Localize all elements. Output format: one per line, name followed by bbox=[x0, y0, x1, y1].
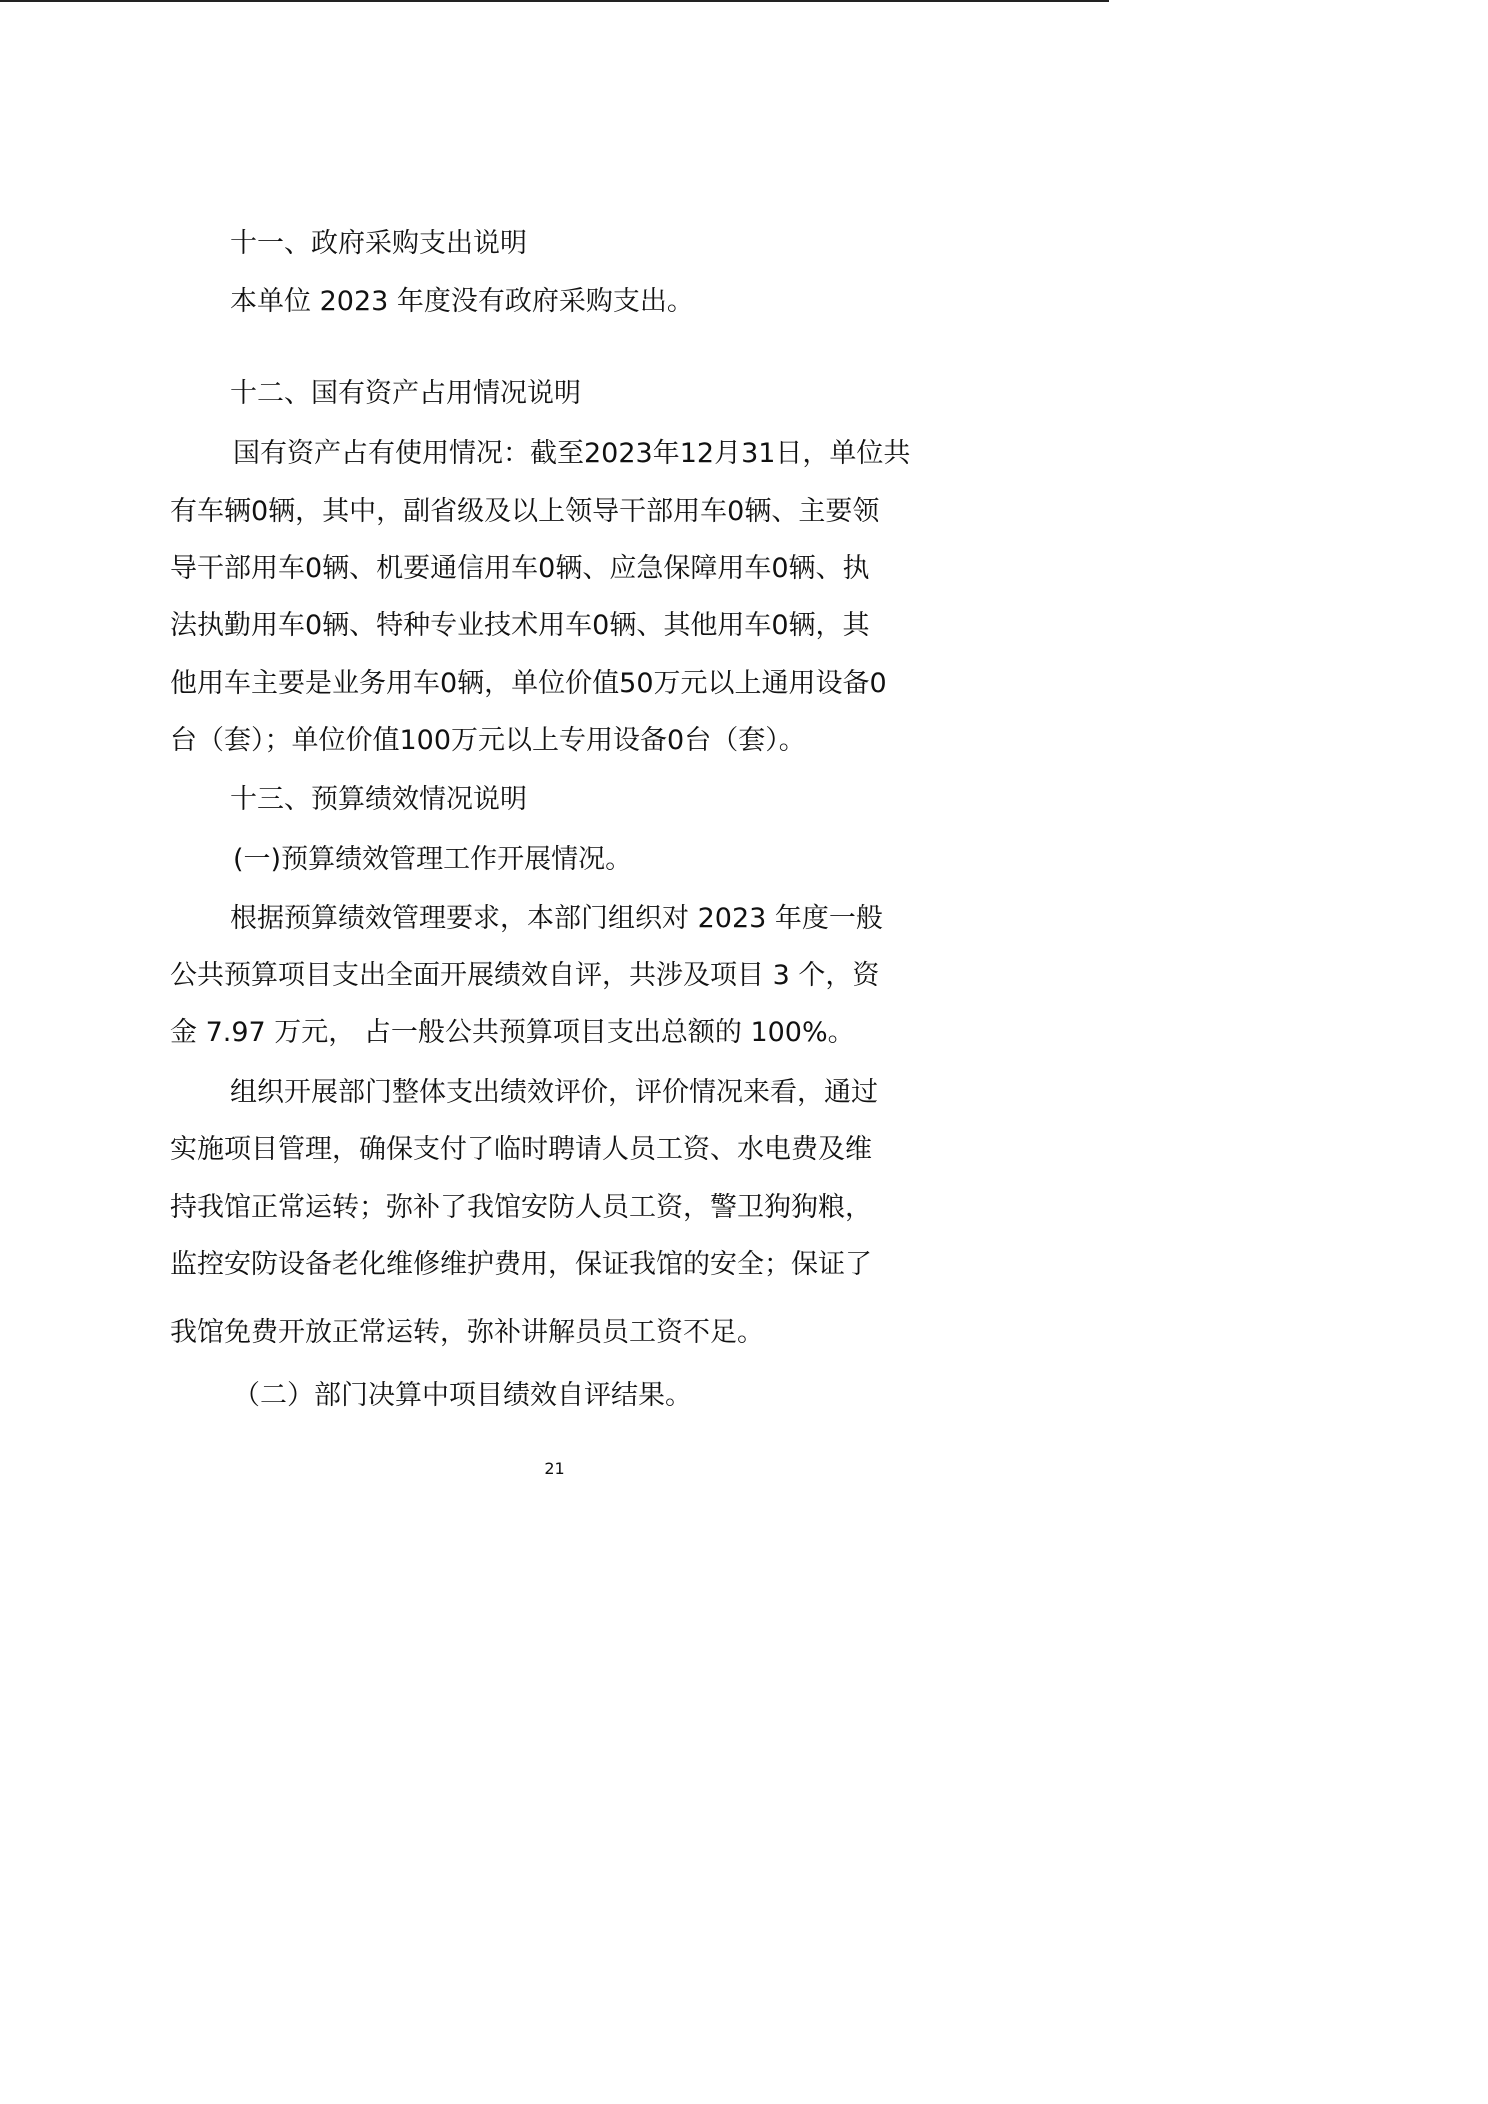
assets-paragraph-line-4: 法执勤用车0辆、特种专业技术用车0辆、其他用车0辆，其 bbox=[170, 610, 870, 641]
overall-evaluation-line-3: 持我馆正常运转；弥补了我馆安防人员工资，警卫狗狗粮， bbox=[170, 1192, 872, 1223]
overall-evaluation-line-5: 我馆免费开放正常运转，弥补讲解员员工资不足。 bbox=[170, 1317, 764, 1348]
assets-paragraph-line-2: 有车辆0辆，其中，副省级及以上领导干部用车0辆、主要领 bbox=[170, 496, 880, 527]
overall-evaluation-line-1: 组织开展部门整体支出绩效评价，评价情况来看，通过 bbox=[230, 1077, 878, 1108]
assets-paragraph-line-1: 国有资产占有使用情况：截至2023年12月31日，单位共 bbox=[233, 438, 911, 469]
overall-evaluation-line-2: 实施项目管理，确保支付了临时聘请人员工资、水电费及维 bbox=[170, 1134, 872, 1165]
subsection-2-heading: （二）部门决算中项目绩效自评结果。 bbox=[233, 1380, 692, 1411]
assets-paragraph-line-3: 导干部用车0辆、机要通信用车0辆、应急保障用车0辆、执 bbox=[170, 553, 870, 584]
overall-evaluation-line-4: 监控安防设备老化维修维护费用，保证我馆的安全；保证了 bbox=[170, 1249, 872, 1280]
section-13-heading: 十三、预算绩效情况说明 bbox=[230, 784, 527, 815]
section-12-heading: 十二、国有资产占用情况说明 bbox=[230, 378, 581, 409]
assets-paragraph-line-6: 台（套）；单位价值100万元以上专用设备0台（套）。 bbox=[170, 725, 806, 756]
assets-paragraph-line-5: 他用车主要是业务用车0辆，单位价值50万元以上通用设备0 bbox=[170, 668, 887, 699]
procurement-statement: 本单位 2023 年度没有政府采购支出。 bbox=[230, 286, 694, 317]
evaluation-paragraph-line-3: 金 7.97 万元， 占一般公共预算项目支出总额的 100%。 bbox=[170, 1017, 855, 1048]
evaluation-paragraph-line-2: 公共预算项目支出全面开展绩效自评，共涉及项目 3 个，资 bbox=[170, 960, 880, 991]
page-number: 21 bbox=[544, 1459, 565, 1478]
evaluation-paragraph-line-1: 根据预算绩效管理要求，本部门组织对 2023 年度一般 bbox=[230, 903, 883, 934]
subsection-1-heading: (一)预算绩效管理工作开展情况。 bbox=[233, 844, 633, 875]
section-11-heading: 十一、政府采购支出说明 bbox=[230, 228, 527, 259]
